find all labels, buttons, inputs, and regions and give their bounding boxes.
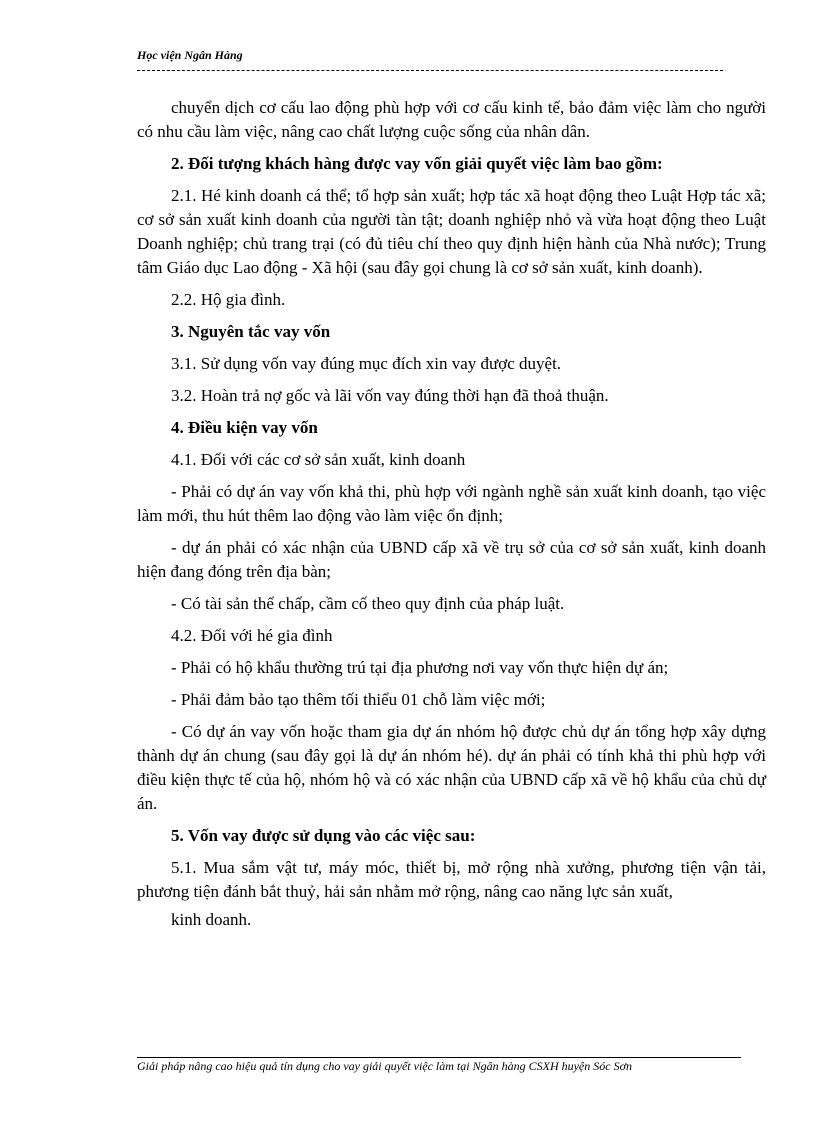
heading-section-4: 4. Điều kiện vay vốn [171,418,318,437]
paragraph-4-1-a: - Phải có dự án vay vốn khả thi, phù hợp với ngành nghề sản xuất kinh doanh, tạo việc làm mới, thu hút thêm lao động vào làm việc ổn định; [137,482,766,525]
paragraph-4-2-b: - Phải đảm bảo tạo thêm tối thiểu 01 chỗ làm việc mới; [171,690,546,709]
footer-divider [137,1057,741,1058]
paragraph-4-1-c: - Có tài sản thế chấp, cầm cố theo quy định của pháp luật. [171,594,565,613]
paragraph-2-1: 2.1. Hé kinh doanh cá thể; tổ hợp sản xuất; hợp tác xã hoạt động theo Luật Hợp tác xã; cơ sở sản xuất kinh doanh của người tàn tật; doanh nghiệp nhỏ và vừa hoạt động theo Luật Doanh nghiệp; chủ trang trại (có đủ tiêu chí theo quy định hiện hành của Nhà nước); Trung tâm Giáo dục Lao động - Xã hội (sau đây gọi chung là cơ sở sản xuất, kinh doanh). [137,186,766,277]
paragraph-2-2: 2.2. Hộ gia đình. [171,290,286,309]
paragraph-3-2: 3.2. Hoàn trả nợ gốc và lãi vốn vay đúng thời hạn đã thoả thuận. [171,386,609,405]
page-header-title: Học viện Ngân Hàng [137,48,243,62]
paragraph-4-2-a: - Phải có hộ khẩu thường trú tại địa phương nơi vay vốn thực hiện dự án; [171,658,669,677]
page-footer-text: Giải pháp nâng cao hiệu quả tín dụng cho vay giải quyết việc làm tại Ngân hàng CSXH huyện Sóc Sơn [137,1059,632,1073]
paragraph-4-1-b: - dự án phải có xác nhận của UBND cấp xã về trụ sở của cơ sở sản xuất, kinh doanh hiện đang đóng trên địa bàn; [137,538,766,581]
heading-section-5: 5. Vốn vay được sử dụng vào các việc sau: [171,826,476,845]
paragraph-4-1: 4.1. Đối với các cơ sở sản xuất, kinh doanh [171,450,466,469]
header-divider [137,70,723,71]
paragraph-4-2-c: - Có dự án vay vốn hoặc tham gia dự án nhóm hộ được chủ dự án tổng hợp xây dựng thành dự án chung (sau đây gọi là dự án nhóm hé). dự án phải có tính khả thi phù hợp với điều kiện thực tế của hộ, nhóm hộ và có xác nhận của UBND cấp xã về hộ khẩu của chủ dự án. [137,722,766,813]
document-body [137,96,766,940]
paragraph-intro: chuyển dịch cơ cấu lao động phù hợp với cơ cấu kinh tế, bảo đảm việc làm cho người có nhu cầu làm việc, nâng cao chất lượng cuộc sống của nhân dân. [137,98,766,141]
paragraph-3-1: 3.1. Sử dụng vốn vay đúng mục đích xin vay được duyệt. [171,354,562,373]
paragraph-5-1-cont: kinh doanh. [171,910,252,929]
paragraph-4-2: 4.2. Đối với hé gia đình [171,626,333,645]
heading-section-2: 2. Đối tượng khách hàng được vay vốn giải quyết việc làm bao gồm: [171,154,663,173]
paragraph-5-1: 5.1. Mua sắm vật tư, máy móc, thiết bị, mở rộng nhà xưởng, phương tiện vận tải, phương tiện đánh bắt thuỷ, hải sản nhằm mở rộng, nâng cao năng lực sản xuất, [137,858,766,901]
heading-section-3: 3. Nguyên tắc vay vốn [171,322,331,341]
